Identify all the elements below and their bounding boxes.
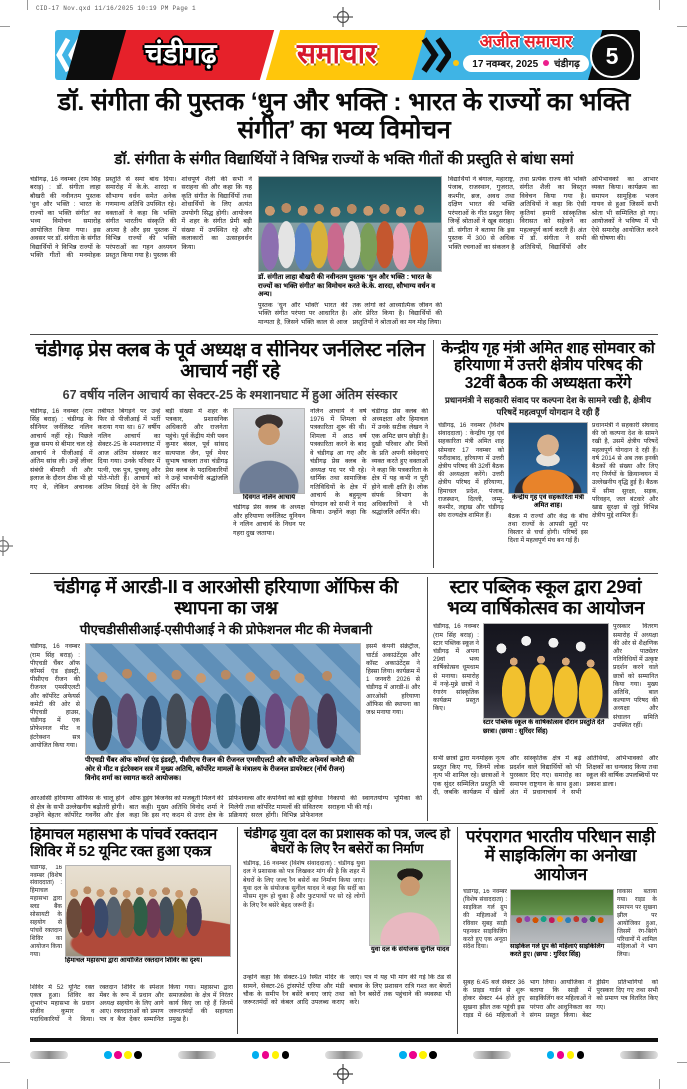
gray-gradient-mark xyxy=(473,1051,511,1059)
shah-photo-caption: केन्द्रीय गृह एवं सहकारिता मंत्री अमित शाह। xyxy=(512,494,584,510)
lead-body-mid: पुस्तक ‘धुन और भक्ति’ भारत की भक्ति संगीत परंपरा पर आधारित है। मान्यता है, जिसने भक्ति काल से आज तक लोगों को आध्यात्मिक जीवन की ओर प्रेरित किया है। विद्यार्थियों की प्रस्तुतियों ने श्रोताओं का मन मोह लिया। xyxy=(258,301,442,326)
yuva-body-bottom: उन्होंने कहा कि सेक्टर-19 स्थित मंदिर के सामने, सेक्टर-26 ट्रांसपोर्ट एरिया और मंडी चौक के समीप रैन बसेरे बनाए जाएं तथा जरूरतमंदों को कंबल आदि उपलब्ध कराए जाएं। पत्र में यह भी मांग की गई कि ठंड से बचाव के लिए प्रशासन रात्रि गश्त कर बेघरों को रैन बसेरों तक पहुंचाने की व्यवस्था भी करे। xyxy=(243,974,451,1007)
bottom-rule xyxy=(30,1038,658,1042)
lead-body-right: विद्यार्थियों ने बंगाल, महाराष्ट्र, पंजाब, राजस्थान, गुजरात, कश्मीर, ब्रज, अवध तथा दक्षिण भारत की भक्ति परंपराओं के गीत प्रस्तुत किए जिन्हें श्रोताओं ने खूब सराहा। डॉ. संगीता ने बताया कि इस पुस्तक में 300 से अधिक भक्ति रचनाओं का संकलन है तथा प्रत्येक राज्य की भक्ति संगीत शैली का विस्तृत विवेचन किया गया है। अतिथियों ने कहा कि ऐसी कृतियां हमारी सांस्कृतिक विरासत को सहेजने का महत्वपूर्ण कार्य करती हैं। अंत में डॉ. संगीता ने सभी अतिथियों, विद्यार्थियों और अभिभावकों का आभार व्यक्त किया। कार्यक्रम का समापन सामूहिक भजन गायन से हुआ जिसमें सभी श्रोता भी सम्मिलित हो गए। आयोजकों ने भविष्य में भी ऐसे समारोह आयोजित करने की घोषणा की। xyxy=(448,176,658,251)
cycling-body-left: चंडीगढ़, 16 नवम्बर (विशेष संवाददाता) : साइकिल गर्ल ग्रुप की महिलाओं ने रविवार सुबह साड़ी पहनकर साइकिलिंग करते हुए एक अनूठा संदेश दिया। xyxy=(463,889,507,951)
phdcci-body-side-left: चंडीगढ़, 16 नवम्बर (राम सिंह बराड़) : पीएचडी चैंबर ऑफ कॉमर्स एंड इंडस्ट्री, पीसीएच रीजन की रीजनल एमसीएलटी और कॉर्पोरेट अफेयर्स कमेटी की ओर से पीएचडी हाउस, चंडीगढ़ में एक प्रोफेशनल मीट व इंटरेक्शन सत्र आयोजित किया गया। xyxy=(30,643,80,749)
lead-photo-block xyxy=(258,176,442,332)
shah-body-right: प्रधानमंत्री ने सहकारी संघवाद की जो कल्पना देश के सामने रखी है, उसमें क्षेत्रीय परिषदें महत्वपूर्ण योगदान दे रही हैं। वर्ष 2014 से अब तक इनकी बैठकों की संख्या और लिए गए निर्णयों के क्रियान्वयन में उल्लेखनीय वृद्धि हुई है। बैठक में सीमा सुरक्षा, सड़क, परिवहन, जल बंटवारे और खाद्य सुरक्षा से जुड़े विभिन्न क्षेत्रीय मुद्दे शामिल हैं। xyxy=(592,422,658,520)
press-club-body-left: चंडीगढ़, 16 नवम्बर (राम सिंह बराड़) : चंडीगढ़ के सीनियर जर्नलिस्ट नलिन आचार्य नहीं रहे। पिछले कुछ समय से बीमार चल रहे आचार्य ने पीजीआई में अंतिम सांस ली। उन्हें लीवर संबंधी बीमारी थी और इलाज के दौरान ठीक भी हो गए थे, लेकिन अचानक तबीयत बिगड़ने पर उन्हें फिर से पीजीआई में भर्ती कराया गया था। 67 वर्षीय नलिन आचार्य का सेक्टर-25 के श्मशानघाट में आज अंतिम संस्कार कर दिया गया। उनके परिवार में पत्नी, एक पुत्र, पुत्रवधू और पोते-पोती हैं। आचार्य को अंतिम विदाई देने के लिए बड़ी संख्या में शहर के पत्रकार, प्रशासनिक अधिकारी और राजनेता पहुंचे। पूर्व केंद्रीय मंत्री पवन कुमार बंसल, पूर्व सांसद सत्यपाल जैन, पूर्व मेयर सुभाष चावला तथा चंडीगढ़ प्रेस क्लब के पदाधिकारियों ने उन्हें भावभीनी श्रद्धांजलि अर्पित की। xyxy=(30,407,228,491)
cycling-photo-caption: साइकिल गर्ल ग्रुप की महिलाएं साइकिलिंग करते हुए। (छाया : गुरिंदर सिंह) xyxy=(510,943,605,959)
shah-headline: केन्द्रीय गृह मंत्री अमित शाह सोमवार को हरियाणा में उत्तरी क्षेत्रीय परिषद की 32वीं बैठक की अध्यक्षता करेंगे xyxy=(441,340,655,392)
masthead-edition: चंडीगढ़ xyxy=(554,59,580,71)
crop-mark xyxy=(0,1062,10,1063)
cycling-photo-block xyxy=(510,889,614,975)
shah-subhead: प्रधानमंत्री ने सहकारी संवाद पर कल्पना देश के सामने रखी है, क्षेत्रीय परिषदें महत्वपूर्ण योगदान दे रही हैं xyxy=(445,395,651,418)
phdcci-body-bottom: आरओसी हरियाणा ऑफिस के चालू होने से क्षेत्र के सभी उल्लेखनीय बढ़ोतरी होगी। उन्होंने बेहतर कॉर्पोरेट गवर्नेंस और ईज ऑफ डूइंग बिजनेस को मजबूती मिलने की बात कही। मुख्य अतिथि विनोद शर्मा ने कहा कि इस नए कदम से उत्तर क्षेत्र के प्रोफेशनल्स और कंपनियों को बड़ी सुविधा मिलेगी तथा कॉर्पोरेट मामलों की संवितरण प्रक्रियाएं सरल होंगी। विभिन्न प्रोफेशनल निकायों की स्वागतयोग्य भूमिका की सराहना भी की गई। xyxy=(30,795,422,820)
press-club-portrait-caption: दिवंगत नलिन आचार्य xyxy=(242,493,296,501)
star-headline: स्टार पब्लिक स्कूल द्वारा 29वां भव्य वार्षिकोत्सव का आयोजन xyxy=(446,577,645,618)
magenta-dot-icon xyxy=(543,60,549,66)
blood-body-top: चंडीगढ़, 16 नवम्बर (विशेष संवाददाता) : हिमाचल महासभा द्वारा ब्लड बैंक सोसायटी के सहयोग से पांचवें रक्तदान शिविर का आयोजन किया गया। xyxy=(30,864,62,958)
cmyk-dots-icon xyxy=(252,1051,290,1059)
gray-gradient-mark xyxy=(620,1051,658,1059)
section-rule xyxy=(30,334,658,335)
gray-gradient-mark xyxy=(325,1051,363,1059)
crop-mark xyxy=(27,0,28,10)
star-body-bottom: सभी छात्रों द्वारा मनमोहक नृत्य प्रस्तुत किए गए, जिनमें लोक नृत्य भी शामिल रहे। छात्राओं ने एक सुंदर सम्मिलित प्रस्तुति भी दी, जबकि कार्यक्रम में खेलों और सांस्कृतिक क्षेत्र में बढ़े प्रदर्शन वाले विद्यार्थियों को भी पुरस्कार दिए गए। समारोह का समापन राष्ट्रगान के साथ हुआ। अंत में प्रधानाचार्य ने सभी अतिथियों, अभिभावकों और शिक्षकों का धन्यवाद किया तथा स्कूल की वार्षिक उपलब्धियों पर प्रकाश डाला। xyxy=(433,755,658,797)
star-photo xyxy=(483,623,609,719)
phdcci-headline: चंडीगढ़ में आरडी-II व आरओसी हरियाणा ऑफिस की स्थापना का जश्न xyxy=(53,577,399,618)
press-club-headline: चंडीगढ़ प्रेस क्लब के पूर्व अध्यक्ष व सीनियर जर्नलिस्ट नलिन आचार्य नहीं रहे xyxy=(35,340,425,383)
phdcci-subhead: पीएचडीसीसीआई-एसीपीआई ने की प्रोफेशनल मीट की मेजबानी xyxy=(79,622,373,638)
registration-crosshair-bottom xyxy=(333,1064,353,1084)
column-rule xyxy=(427,577,428,821)
masthead-date: 17 नवम्बर, 2025 xyxy=(472,59,539,71)
article-phdcci xyxy=(30,577,422,821)
press-club-body-right: नलिन आचार्य ने वर्ष 1976 में शिमला से पत्रकारिता शुरू की थी। शिमला में आठ वर्ष पत्रकारिता करने के बाद वे चंडीगढ़ आ गए और चंडीगढ़ प्रेस क्लब के अध्यक्ष पद पर भी रहे। धार्मिक तथा सामाजिक गतिविधियों के क्षेत्र में आचार्य के बहुमूल्य योगदान को सभी ने याद किया। उन्होंने कहा कि चंडीगढ़ प्रेस क्लब की अध्यक्षता और हिमाचल में उनके सटीक लेखन ने एक अमिट छाप छोड़ी है। दुखी परिवार और मित्रों के प्रति अपनी संवेदनाएं व्यक्त करते हुए वक्ताओं ने कहा कि पत्रकारिता के क्षेत्र में यह कभी न पूरी होने वाली क्षति है। लोक संपर्क विभाग के अधिकारियों ने भी श्रद्धांजलि अर्पित की। xyxy=(310,407,428,516)
star-photo-block xyxy=(483,623,609,751)
article-shah xyxy=(438,340,658,570)
article-press-club xyxy=(30,340,430,570)
lead-headline: डॉ. संगीता की पुस्तक ‘धुन और भक्ति : भारत के राज्यों का भक्ति संगीत’ का भव्य विमोचन xyxy=(57,88,631,144)
date-edition-pill xyxy=(463,55,588,72)
brand-name: अजीत समाचार xyxy=(479,32,573,51)
blood-headline: हिमाचल महासभा के पांचवें रक्तदान शिविर में 52 यूनिट रक्त हुआ एकत्र xyxy=(30,827,217,860)
crop-mark xyxy=(0,26,10,27)
shah-photo xyxy=(508,422,588,494)
star-body-left: चंडीगढ़, 16 नवम्बर (राम सिंह बराड़) : स्टार पब्लिक स्कूल ने चंडीगढ़ में अपना 29वां भव्य वार्षिकोत्सव धूमधाम से मनाया। समारोह में नन्हे-मुन्ने छात्रों ने रंगारंग सांस्कृतिक कार्यक्रम प्रस्तुत किए। xyxy=(433,623,479,713)
section-rule xyxy=(30,823,658,824)
cycling-body-right: विकास बताया गया। राइड के समापन पर सुखना झील पर आयोजिका हुआ, जिसमें रंग-बिरंगे परिधानों में शामिल महिलाओं ने भाग लिया। xyxy=(617,889,657,959)
yuva-body-left: चंडीगढ़, 16 नवम्बर (विशेष संवाददाता) : चंडीगढ़ युवा दल ने प्रशासक को पत्र लिखकर मांग की है कि शहर में बेघरों के लिए जल्द रैन बसेरों का निर्माण किया जाए। युवा दल के संयोजक सुनील यादव ने कहा कि सर्दी का मौसम शुरू हो चुका है और फुटपाथों पर सो रहे लोगों के लिए रैन बसेरे बेहद जरूरी हैं। xyxy=(243,860,365,909)
crop-mark xyxy=(659,1079,660,1089)
yellow-dot-icon xyxy=(453,60,459,66)
cycling-photo xyxy=(510,889,614,943)
blood-photo-caption: हिमाचल महासभा द्वारा आयोजित रक्तदान शिविर का दृश्य। xyxy=(65,956,203,964)
press-club-body-mid: चंडीगढ़ प्रेस क्लब के अध्यक्ष और हरियाणा जर्नलिस्ट यूनियन ने नलिन आचार्य के निधन पर गहरा दुख जताया। xyxy=(233,504,305,537)
cycling-headline: परंपरागत भारतीय परिधान साड़ी में साइकिलिंग का अनोखा आयोजन xyxy=(465,827,656,885)
lead-photo xyxy=(258,176,442,272)
page-number-badge: 5 xyxy=(590,34,634,78)
crop-mark xyxy=(659,0,660,10)
yuva-headline: चंडीगढ़ युवा दल का प्रशासक को पत्र, जल्द हो बेघरों के लिए रैन बसेरों का निर्माण xyxy=(244,827,450,856)
masthead-title-news: समाचार xyxy=(297,38,377,69)
registration-strip xyxy=(30,1048,658,1062)
masthead-brand-block xyxy=(453,32,599,72)
gray-gradient-mark xyxy=(30,1051,68,1059)
print-info-line: CID-17 Nov.qxd 11/16/2025 10:19 PM Page 1 xyxy=(36,5,196,12)
star-photo-caption: स्टार पब्लिक स्कूल के वार्षिकोत्सव दौरान प्रस्तुति देते छात्रा। (छाया : सुरिंदर सिंह) xyxy=(483,719,605,735)
shah-body-left: चंडीगढ़, 16 नवम्बर (विशेष संवाददाता) : केन्द्रीय गृह एवं सहकारिता मंत्री अमित शाह सोमवार 17 नवम्बर को फरीदाबाद, हरियाणा में उत्तरी क्षेत्रीय परिषद की 32वीं बैठक की अध्यक्षता करेंगे। उत्तरी क्षेत्रीय परिषद में हरियाणा, हिमाचल प्रदेश, पंजाब, राजस्थान, दिल्ली, जम्मू-कश्मीर, लद्दाख और चंडीगढ़ संघ राज्यक्षेत्र शामिल हैं। xyxy=(438,422,504,520)
blood-photo-block xyxy=(65,865,231,981)
article-cycling xyxy=(463,827,658,1034)
article-yuva-dal xyxy=(243,827,451,1034)
lead-subhead: डॉ. संगीता के संगीत विद्यार्थियों ने विभिन्न राज्यों के भक्ति गीतों की प्रस्तुति से बांधा समां xyxy=(114,151,574,168)
yuva-portrait-caption: युवा दल के संयोजक सुनील यादव xyxy=(370,946,450,954)
column-rule xyxy=(433,340,434,568)
phdcci-photo xyxy=(85,643,361,755)
cmyk-dots-icon xyxy=(547,1051,585,1059)
crop-mark xyxy=(677,1062,687,1063)
yuva-portrait-block xyxy=(369,860,451,970)
article-blood-camp xyxy=(30,827,233,1034)
blood-photo xyxy=(65,865,231,957)
press-club-portrait-block xyxy=(233,408,305,570)
crop-mark xyxy=(677,26,687,27)
column-rule xyxy=(237,827,238,1034)
registration-crosshair-top xyxy=(333,7,353,27)
yuva-portrait xyxy=(369,860,451,946)
crop-mark xyxy=(27,1079,28,1089)
gray-gradient-mark xyxy=(178,1051,216,1059)
section-rule xyxy=(30,573,658,574)
press-club-portrait xyxy=(233,408,305,494)
lead-body-left: चंडीगढ़, 16 नवम्बर (राम सिंह बराड़) : डॉ. संगीता लाहा बौखरी की नवीनतम पुस्तक ‘धुन और भक्ति : भारत के राज्यों का भक्ति संगीत’ का भव्य विमोचन समारोह आयोजित किया गया। इस अवसर पर डॉ. संगीता के संगीत विद्यार्थियों ने विभिन्न राज्यों के भक्ति गीतों की मनमोहक प्रस्तुति से समां बांध दिया। समारोह में के.के. शारदा व सौभाग्य वर्धन समेत अनेक गणमान्य अतिथि उपस्थित रहे। वक्ताओं ने कहा कि भक्ति संगीत भारतीय संस्कृति की आत्मा है और इस पुस्तक में विभिन्न राज्यों की भक्ति परंपराओं का गहन अध्ययन प्रस्तुत किया गया है। पुस्तक की शोधपूर्ण शैली की सभी ने सराहना की और कहा कि यह कृति संगीत के विद्यार्थियों तथा शोधार्थियों के लिए अत्यंत उपयोगी सिद्ध होगी। आयोजन में शहर के संगीत प्रेमी बड़ी संख्या में उपस्थित रहे और कलाकारों का उत्साहवर्धन किया। xyxy=(30,176,252,260)
cmyk-dots-icon xyxy=(399,1051,437,1059)
phdcci-photo-block xyxy=(85,643,361,791)
masthead-title-city: चंडीगढ़ xyxy=(145,38,217,69)
lead-photo-caption: डॉ. संगीता लाहा बौखरी की नवीनतम पुस्तक ‘धुन और भक्ति : भारत के राज्यों का भक्ति संगीत’ का विमोचन करते के.के. शारदा, सौभाग्य वर्धन व अन्य। xyxy=(258,274,436,299)
article-star-school xyxy=(433,577,658,821)
chevron-right-icon xyxy=(421,35,451,80)
cmyk-dots-icon xyxy=(104,1051,142,1059)
phdcci-body-side-right: इसमें कंपनी सेक्रेट्रीज, चार्टर्ड अकाउंटेंट्स और कॉस्ट अकाउंटेंट्स ने हिस्सा लिया। कार्यक्रम में 1 जनवरी 2026 से चंडीगढ़ में आरडी-II और आरओसी हरियाणा ऑफिस की स्थापना का जश्न मनाया गया। xyxy=(366,643,420,716)
star-body-right: पुरस्कार वितरण समारोह में अध्यक्षा की ओर से शैक्षणिक और पाठ्येतर गतिविधियों में उत्कृष्ट प्रदर्शन करने वाले छात्रों को सम्मानित किया गया। मुख्य अतिथि, बाल कल्याण परिषद की अध्यक्षा और संचालन समिति उपस्थित रहीं। xyxy=(613,623,658,729)
shah-photo-block xyxy=(508,422,588,570)
column-rule xyxy=(457,827,458,1034)
article-lead xyxy=(30,88,658,332)
phdcci-photo-caption: पीएचडी चैंबर ऑफ कॉमर्स एंड इंडस्ट्री, पीसीएच रीजन की रीजनल एमसीएलटी और कॉर्पोरेट अफेयर्स कमेटी की ओर से मीट व इंटरेक्शन सत्र में मुख्य अतिथि, कॉर्पोरेट मामलों के मंत्रालय के रीजनल डायरेक्टर (नॉर्थ रीजन) विनोद शर्मा का स्वागत करते आयोजक। xyxy=(85,757,355,782)
blood-body-bottom: शिविर में 52 यूनिट रक्त एकत्र हुआ। शिविर का शुभारंभ महासभा के प्रधान संजीव कुमार व पदाधिकारियों ने किया। रक्तदान शिविर के स्पेशल मेंबर के रूप में प्रधान और अध्यक्ष सहयोग के लिए आगे आए। रक्तदाताओं को प्रमाण पत्र व बैज देकर सम्मानित किया गया। महासभा द्वारा समाजसेवा के क्षेत्र में निरंतर कार्य किए जा रहे हैं जिनमें जरूरतमंदों की सहायता प्रमुख है। xyxy=(30,983,233,1024)
masthead xyxy=(55,30,640,80)
shah-body-mid: बैठक में राज्यों और केंद्र के बीच तथा राज्यों के आपसी मुद्दों पर विस्तार से चर्चा होगी। परिषदें इस दिशा में महत्वपूर्ण मंच बन गई हैं। xyxy=(508,512,588,545)
press-club-subhead: 67 वर्षीय नलिन आचार्य का सेक्टर-25 के श्मशानघाट में हुआ अंतिम संस्कार xyxy=(62,387,398,402)
cycling-body-bottom: सुबह 6:45 बजे सेक्टर 36 के प्राइड गार्डन से शुरू होकर सेक्टर 44 होते हुए सुखना झील तक पहुंची इस राइड में 66 महिलाओं ने भाग लिया। आयोजिका ने बताया कि साड़ी में साइकिलिंग कर महिलाओं ने परंपरा और आधुनिकता का संगम प्रस्तुत किया। बेस्ट ड्रेसिंग प्रतिभागियों को पुरस्कार दिए गए तथा सभी को प्रमाण पत्र वितरित किए गए। xyxy=(463,979,658,1019)
registration-crosshair-left xyxy=(0,536,13,556)
